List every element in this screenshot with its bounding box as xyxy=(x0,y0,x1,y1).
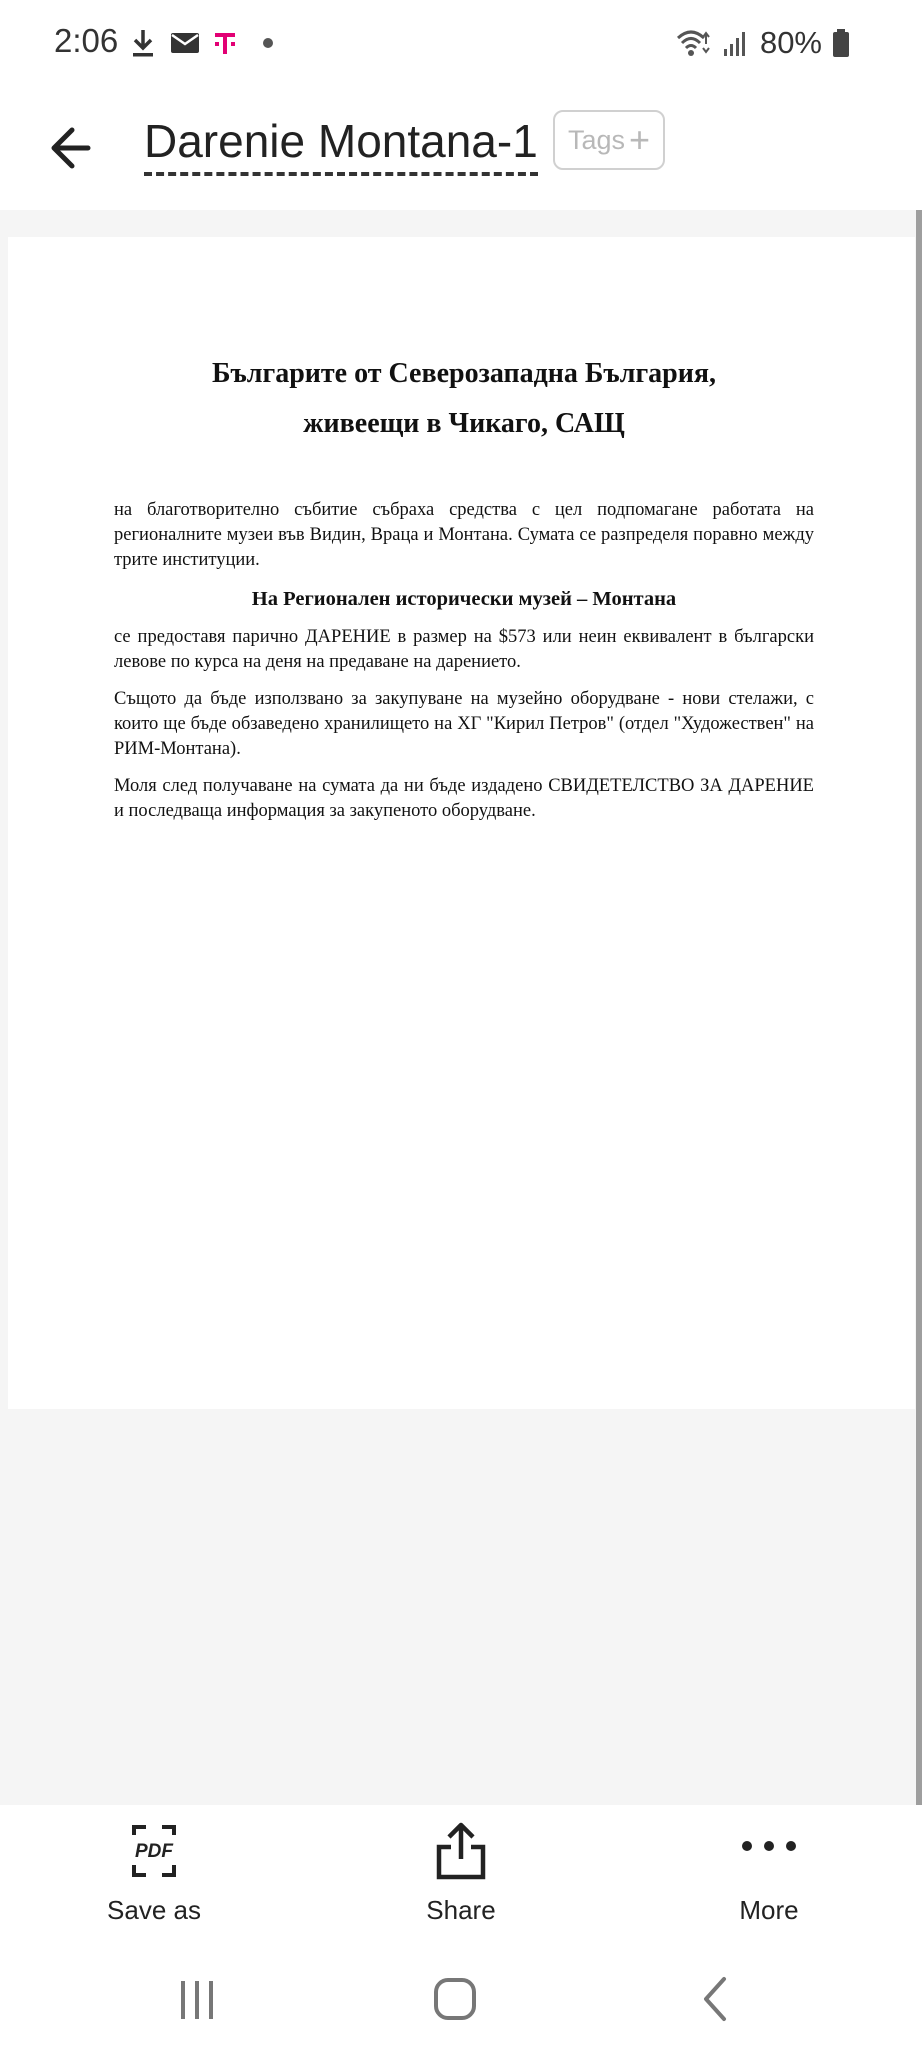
status-left-icons xyxy=(130,22,278,64)
more-button[interactable] xyxy=(669,1821,869,1931)
battery-percent: 80% xyxy=(759,25,822,60)
document-title[interactable]: Darenie Montana-1 xyxy=(144,114,538,176)
share-icon xyxy=(433,1821,489,1881)
document-paragraph-2: се предоставя парично ДАРЕНИЕ в размер на $573 или неин еквивалент в български левове по курса на деня на предаване на дарението. xyxy=(114,627,814,672)
document-paragraph-3: Същото да бъде използвано за закупуване на музейно оборудване - нови стелажи, с които ще бъде обзаведено хранилището на ХГ "Кирил Петров" (отдел "Художествен" на РИМ-Монтана). xyxy=(114,689,814,759)
pdf-file-icon xyxy=(126,1821,182,1881)
back-nav-icon[interactable] xyxy=(686,1969,746,2029)
status-bar xyxy=(0,0,922,86)
recent-apps-icon[interactable] xyxy=(167,1969,227,2029)
document-heading-line1: Българите от Северозападна България, xyxy=(211,358,717,389)
download-icon xyxy=(130,28,156,58)
back-arrow-icon[interactable] xyxy=(44,116,108,180)
system-navigation-bar xyxy=(0,1953,922,2048)
signal-icon xyxy=(722,29,750,57)
plus-icon: + xyxy=(629,119,651,160)
status-time: 2:06 xyxy=(54,22,119,59)
status-right-icons xyxy=(676,22,850,64)
pdf-icon-text: PDF xyxy=(135,1841,173,1862)
document-page xyxy=(8,237,915,1409)
wifi-icon xyxy=(676,28,712,58)
save-as-label: Save as xyxy=(107,1895,201,1925)
bottom-action-bar xyxy=(0,1805,922,1953)
document-viewer[interactable] xyxy=(0,210,922,1805)
mail-icon xyxy=(170,31,200,55)
more-label: More xyxy=(739,1895,799,1925)
document-content xyxy=(114,349,814,824)
document-heading-line2: живеещи в Чикаго, САЩ xyxy=(303,408,625,439)
dot-icon xyxy=(250,37,278,49)
app-bar xyxy=(0,86,922,210)
document-paragraph-4: Моля след получаване на сумата да ни бъде издадено СВИДЕТЕЛСТВО ЗА ДАРЕНИЕ и последваща информация за закупеното оборудване. xyxy=(114,776,814,821)
tags-label: Tags xyxy=(567,124,625,155)
home-icon[interactable] xyxy=(425,1969,485,2029)
share-button[interactable] xyxy=(361,1821,561,1931)
share-label: Share xyxy=(426,1895,496,1925)
t-mobile-icon xyxy=(214,30,236,56)
scrollbar[interactable] xyxy=(916,210,922,1805)
battery-icon xyxy=(832,28,850,58)
save-as-button[interactable] xyxy=(54,1821,254,1931)
more-dots-icon xyxy=(741,1821,797,1881)
document-paragraph-1: на благотворително събитие събраха средства с цел подпомагане работата на регионалните музеи във Видин, Враца и Монтана. Сумата се разпределя поравно между трите институции. xyxy=(114,500,814,570)
document-subheading: На Регионален исторически музей – Монтана xyxy=(251,588,677,610)
tags-button[interactable] xyxy=(553,110,665,170)
